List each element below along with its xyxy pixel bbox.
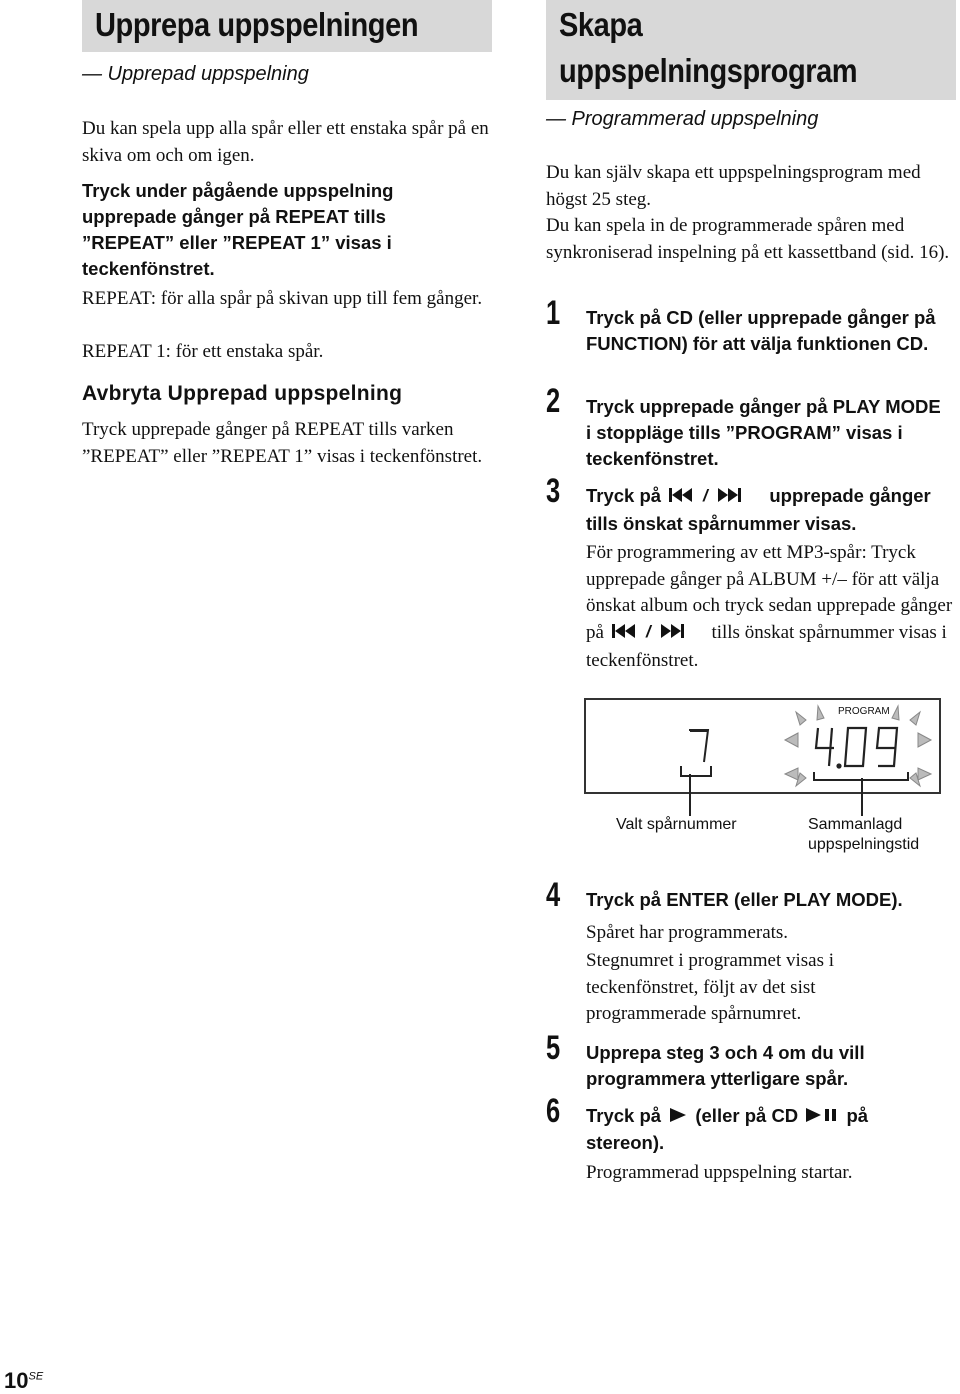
step-1-text: Tryck på CD (eller upprepade gånger på FUNCTION) för att välja funktionen CD. <box>586 307 936 354</box>
display-panel <box>584 698 941 794</box>
step-2-number: 2 <box>546 382 561 420</box>
right-intro-1: Du kan själv skapa ett uppspelningsprogram med högst 25 steg. <box>546 162 921 210</box>
step-6-number: 6 <box>546 1092 561 1130</box>
step-6-text <box>586 1103 926 1156</box>
step-5-text: Upprepa steg 3 och 4 om du vill programmera ytterligare spår. <box>586 1042 865 1089</box>
step-4-text: Tryck på ENTER (eller PLAY MODE). <box>586 889 903 910</box>
page-number <box>4 1368 43 1394</box>
right-intro-2: Du kan spela in de programmerade spåren med synkroniserad inspelning på ett kassettband (sid. 16). <box>546 215 950 263</box>
svg-text:/: / <box>645 621 651 640</box>
right-title-bar <box>546 0 956 100</box>
step-6-text-a: Tryck på <box>586 1105 662 1126</box>
track-digit <box>689 730 708 762</box>
label-track-number: Valt spårnummer <box>616 816 737 833</box>
left-subtitle: — Upprepad uppspelning <box>82 63 309 85</box>
right-title-line2: uppspelningsprogram <box>559 52 858 89</box>
play-icon <box>668 1104 688 1130</box>
step-5-number: 5 <box>546 1029 561 1067</box>
label-total-time-2: uppspelningstid <box>808 836 920 853</box>
step-4-number: 4 <box>546 876 561 914</box>
page-number-suffix: SE <box>28 1370 44 1383</box>
page-number-value: 10 <box>4 1368 29 1393</box>
step-3-note <box>586 540 958 675</box>
time-digits <box>816 728 897 768</box>
left-intro: Du kan spela upp alla spår eller ett enstaka spår på en skiva om och om igen. <box>82 118 489 166</box>
label-total-time-1: Sammanlagd <box>808 816 903 833</box>
blink-rays <box>785 706 931 786</box>
step-1-number: 1 <box>546 294 561 332</box>
step-3-number: 3 <box>546 472 561 510</box>
step-6-text-c: på stereon). <box>586 1105 869 1153</box>
left-instruction: Tryck under pågående uppspelning upprepade gånger på REPEAT tills ”REPEAT” eller ”REPEAT 1” visas i teckenfönstret. <box>82 180 394 279</box>
step-6-text-b: (eller på CD <box>695 1105 799 1126</box>
play-pause-icon <box>805 1104 839 1130</box>
step-3-note-a: För programmering av ett MP3-spår: Tryck upprepade gånger på ALBUM +/– för att välja önskat album och tryck sedan upprepade gånger på <box>586 542 953 643</box>
left-repeat-one: REPEAT 1: för ett enstaka spår. <box>82 341 324 362</box>
step-4-note-2: Stegnumret i programmet visas i teckenfönstret, följt av det sist programmerade spårnumret. <box>586 950 835 1024</box>
step-6-note: Programmerad uppspelning startar. <box>586 1162 853 1183</box>
left-repeat-all: REPEAT: för alla spår på skivan upp till fem gånger. <box>82 288 483 309</box>
step-3-text-b: upprepade gånger tills önskat spårnummer visas. <box>586 485 931 534</box>
left-title-bar <box>82 0 492 52</box>
step-3-text <box>586 483 958 537</box>
left-cancel-text: Tryck upprepade gånger på REPEAT tills varken ”REPEAT” eller ”REPEAT 1” visas i teckenfönstret. <box>82 419 483 467</box>
pointer-line-track <box>689 774 691 816</box>
prev-next-icon-2 <box>611 622 705 649</box>
pointer-line-time <box>861 778 863 816</box>
step-4-note-1: Spåret har programmerats. <box>586 922 789 943</box>
svg-text:/: / <box>703 486 708 504</box>
step-3-text-a: Tryck på <box>586 485 662 506</box>
step-3-note-b: tills önskat spårnummer visas i teckenfönstret. <box>586 621 947 671</box>
step-2-text: Tryck upprepade gånger på PLAY MODE i stoppläge tills ”PROGRAM” visas i teckenfönstret. <box>586 396 941 469</box>
program-indicator: PROGRAM <box>838 706 890 717</box>
prev-next-icon <box>668 485 762 511</box>
left-page-title: Upprepa uppspelningen <box>95 6 419 43</box>
left-cancel-heading: Avbryta Upprepad uppspelning <box>82 382 403 405</box>
right-subtitle: — Programmerad uppspelning <box>546 108 819 130</box>
right-title-line1: Skapa <box>559 6 643 43</box>
